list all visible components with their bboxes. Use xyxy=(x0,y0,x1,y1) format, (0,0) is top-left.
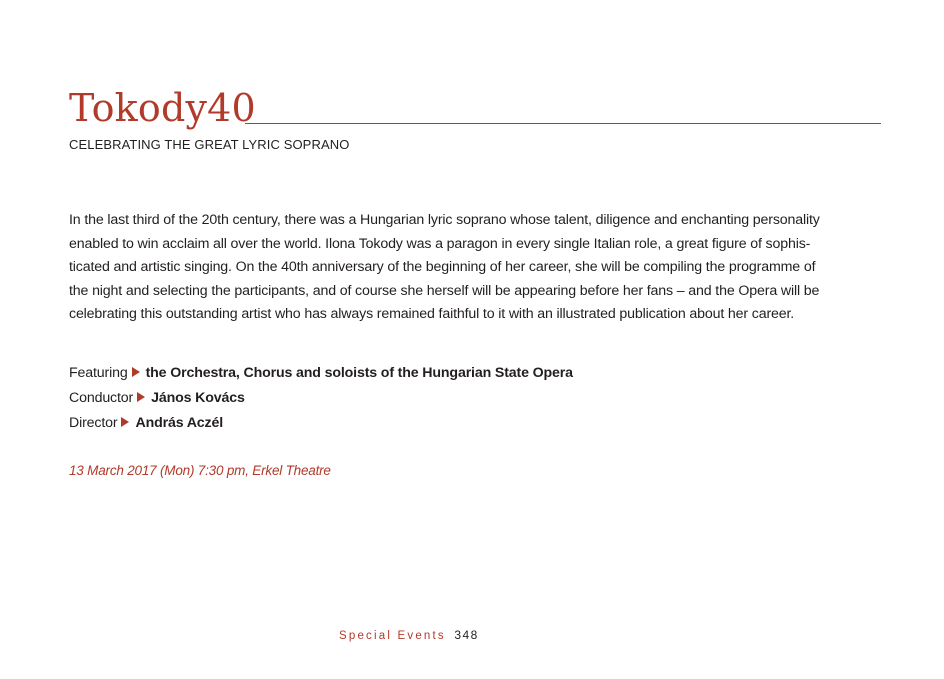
credit-label: Conductor xyxy=(69,390,134,406)
credit-value: the Orchestra, Chorus and soloists of the Hungarian State Opera xyxy=(145,365,573,381)
credits-list xyxy=(69,361,573,436)
description-paragraph xyxy=(69,209,879,327)
credit-label: Director xyxy=(69,415,118,431)
triangle-right-icon xyxy=(132,367,140,377)
description-line: enabled to win acclaim all over the world. Ilona Tokody was a paragon in every single Italian role, a great figure of sophis- xyxy=(69,235,811,252)
page-title: Tokody40 xyxy=(69,86,256,130)
description-line: In the last third of the 20th century, there was a Hungarian lyric soprano whose talent, diligence and enchanting personality xyxy=(69,212,820,228)
triangle-right-icon xyxy=(137,392,145,402)
page-number: 348 xyxy=(454,628,479,642)
page-footer xyxy=(339,626,479,644)
description-line: ticated and artistic singing. On the 40th anniversary of the beginning of her career, she will be compiling the programme of xyxy=(69,259,816,275)
credit-value: János Kovács xyxy=(151,390,245,406)
credit-value: András Aczél xyxy=(135,415,224,431)
event-date: 13 March 2017 (Mon) 7:30 pm, Erkel Theatre xyxy=(69,463,331,478)
page-subtitle: CELEBRATING THE GREAT LYRIC SOPRANO xyxy=(69,137,350,152)
credit-conductor xyxy=(69,386,573,411)
footer-section-label: Special Events xyxy=(339,630,446,642)
triangle-right-icon xyxy=(121,417,129,427)
credit-label: Featuring xyxy=(69,365,128,381)
credit-featuring xyxy=(69,361,573,386)
title-rule-divider xyxy=(245,123,881,124)
header xyxy=(69,88,881,132)
description-line: celebrating this outstanding artist who has always remained faithful to it with an illustrated publication about her career. xyxy=(69,306,795,322)
description-line: the night and selecting the participants, and of course she herself will be appearing before her fans – and the Opera will be xyxy=(69,282,820,299)
credit-director xyxy=(69,411,573,436)
